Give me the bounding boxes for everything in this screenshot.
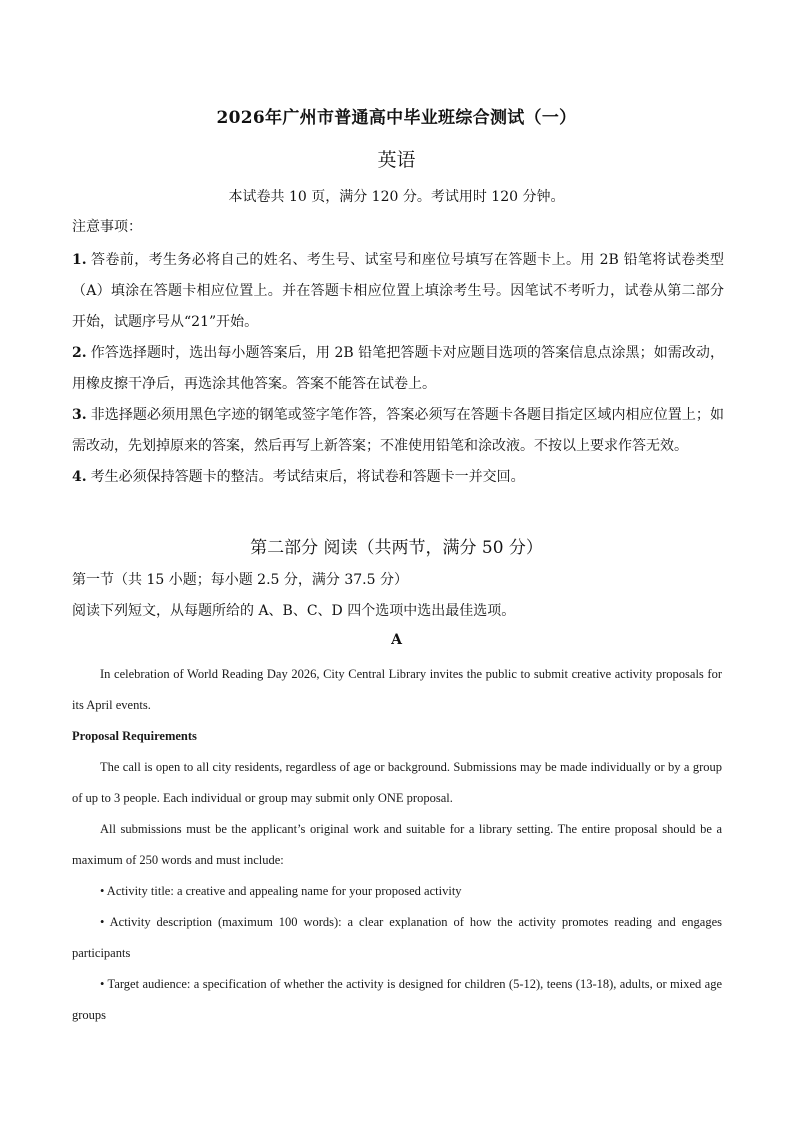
- reading-passage: [72, 659, 722, 1031]
- passage-label: A: [391, 632, 402, 648]
- passage-paragraph: All submissions must be the applicant’s original work and suitable for a library setting. The entire proposal should be a maximum of 250 words and must include:: [72, 822, 722, 867]
- subject-title: 英语: [377, 149, 416, 171]
- notice-text: 考生必须保持答题卡的整洁。考试结束后，将试卷和答题卡一并交回。: [90, 469, 525, 485]
- notice-text: 非选择题必须用黑色字迹的钢笔或签字笔作答，答案必须写在答题卡各题目指定区域内相应位置上；如需改动，先划掉原来的答案，然后再写上新答案；不准使用铅笔和涂改液。不按以上要求作答无效。: [72, 407, 724, 454]
- notice-number: 4.: [72, 469, 87, 485]
- notice-number: 2.: [72, 345, 87, 361]
- section-instruction: 阅读下列短文，从每题所给的 A、B、C、D 四个选项中选出最佳选项。: [72, 603, 516, 619]
- passage-bullet: • Target audience: a specification of whether the activity is designed for children (5-12), teens (13-18), adults, or mixed age groups: [72, 977, 722, 1022]
- passage-paragraph: The call is open to all city residents, regardless of age or background. Submissions may be made individually or by a group of up to 3 people. Each individual or group may submit only ONE proposal.: [72, 760, 722, 805]
- notice-item: [72, 462, 724, 493]
- part-title: 第二部分 阅读（共两节，满分 50 分）: [250, 538, 543, 558]
- notice-title: 注意事项：: [72, 219, 142, 235]
- exam-title: 2026年广州市普通高中毕业班综合测试（一）: [216, 108, 577, 128]
- passage-bullet: • Activity description (maximum 100 words): a clear explanation of how the activity promotes reading and engages participants: [72, 915, 722, 960]
- passage-heading: Proposal Requirements: [72, 729, 197, 743]
- notice-text: 作答选择题时，选出每小题答案后，用 2B 铅笔把答题卡对应题目选项的答案信息点涂黑；如需改动，用橡皮擦干净后，再选涂其他答案。答案不能答在试卷上。: [72, 345, 724, 392]
- passage-intro: In celebration of World Reading Day 2026, City Central Library invites the public to submit creative activity proposals for its April events.: [72, 667, 722, 712]
- notice-item: [72, 338, 724, 400]
- section-title: 第一节（共 15 小题；每小题 2.5 分，满分 37.5 分）: [72, 572, 408, 588]
- notice-number: 3.: [72, 407, 87, 423]
- notice-item: [72, 245, 724, 338]
- notice-item: [72, 400, 724, 462]
- exam-info: 本试卷共 10 页，满分 120 分。考试用时 120 分钟。: [228, 189, 565, 205]
- notice-list: [72, 245, 724, 493]
- notice-text: 答卷前，考生务必将自己的姓名、考生号、试室号和座位号填写在答题卡上。用 2B 铅笔将试卷类型（A）填涂在答题卡相应位置上。并在答题卡相应位置上填涂考生号。因笔试不考听力，试卷从第二部分开始，试题序号从“21”开始。: [72, 252, 724, 330]
- passage-bullet: • Activity title: a creative and appealing name for your proposed activity: [100, 884, 462, 898]
- notice-number: 1.: [72, 252, 87, 268]
